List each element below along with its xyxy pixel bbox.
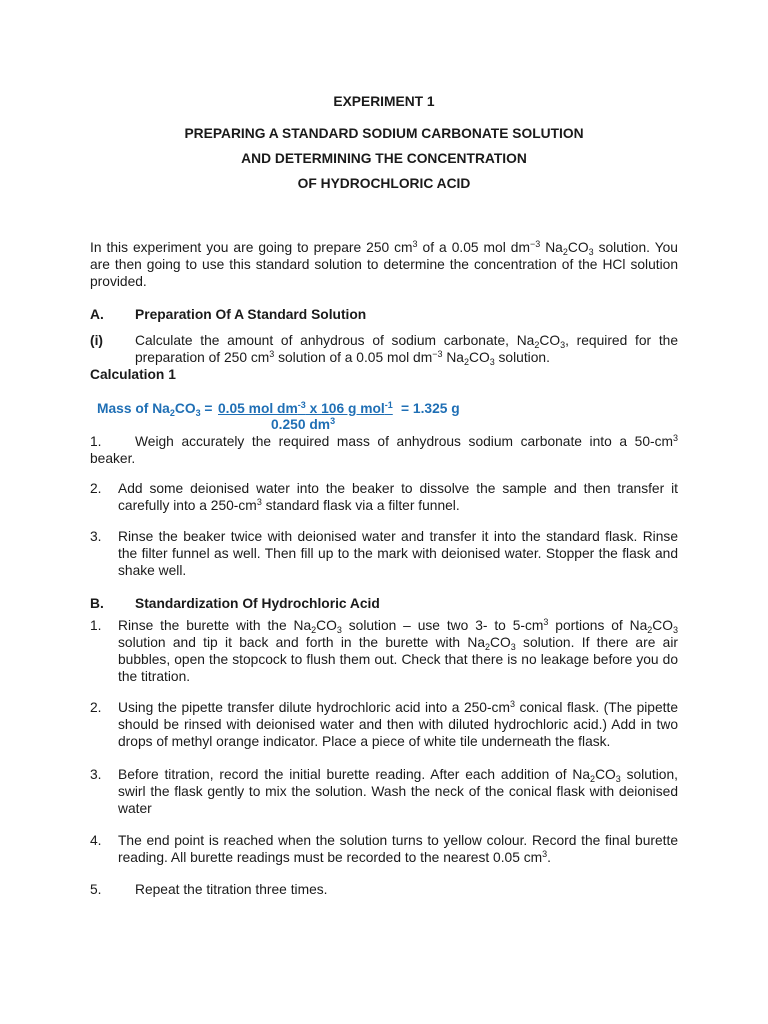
step-number: 4. <box>90 833 102 848</box>
calc-denominator: 0.250 $dm^3$ <box>271 416 336 432</box>
section-b-step-3: 3. Before titration, record the initial burette reading. After each addition of $Na_2CO_3$ solution, swirl the flask gently to mix the solution. Wash the neck of the conical flask with deionised water <box>90 767 678 816</box>
experiment-label: EXPERIMENT 1 <box>333 94 435 109</box>
calc-numerator: 0.05 mol $dm^{-3}$ x 106 g mol$^{-1}$ <box>218 400 393 416</box>
calc-lhs: Mass of $Na_2CO_3$ = <box>97 401 213 418</box>
calculation-heading: Calculation 1 <box>90 367 176 382</box>
section-b-step-4: 4. The end point is reached when the solution turns to yellow colour. Record the final burette reading. All burette readings must be recorded to the nearest 0.05 $cm^3$. <box>90 833 678 865</box>
step-number: 3. <box>90 767 102 782</box>
section-b-heading: Standardization Of Hydrochloric Acid <box>135 596 380 611</box>
section-b-letter: B. <box>90 596 104 611</box>
section-a-step-2: 2. Add some deionised water into the beaker to dissolve the sample and then transfer it carefully into a $250-cm^3$ standard flask via a filter funnel. <box>90 481 678 513</box>
step-number: 1. <box>90 618 102 633</box>
item-i-text: Calculate the amount of anhydrous of sodium carbonate, $Na_2CO_3$, required for the preparation of 250 $cm^3$ solution of a 0.05 mol $dm^{-3}$ $Na_2CO_3$ solution. <box>135 333 679 367</box>
section-a-heading: Preparation Of A Standard Solution <box>135 307 367 322</box>
title-line-1: PREPARING A STANDARD SODIUM CARBONATE SOLUTION <box>184 126 584 141</box>
item-i-label: (i) <box>90 333 104 348</box>
step-number: 2. <box>90 481 102 496</box>
step-number: 1. <box>90 434 102 449</box>
section-b-step-2: 2. Using the pipette transfer dilute hydrochloric acid into a $250-cm^3$ conical flask. (The pipette should be rinsed with deionised water and then with diluted hydrochloric acid.) Add in two drops of methyl orange indicator. Place a piece of white tile underneath the flask. <box>90 699 678 749</box>
section-a-step-1: Weigh accurately the required mass of anhydrous sodium carbonate into a $50-cm^3$ beaker. 1. <box>90 433 678 466</box>
section-a-letter: A. <box>90 307 104 322</box>
title-line-2: AND DETERMINING THE CONCENTRATION <box>241 151 527 166</box>
section-b-step-1: 1. Rinse the burette with the $Na_2CO_3$ solution – use two 3- to $5-cm^3$ portions of $Na_2CO_3$ solution and tip it back and forth in the burette with $Na_2CO_3$ solution. If there are air bubbles, open the stopcock to flush them out. Check that there is no leakage before you do the titration. <box>90 617 678 684</box>
step-number: 3. <box>90 529 102 544</box>
calc-result: = 1.325 g <box>401 401 460 416</box>
title-line-3: OF HYDROCHLORIC ACID <box>297 176 471 191</box>
intro-paragraph: In this experiment you are going to prepare 250 $cm^3$ of a 0.05 mol $dm^{-3}$ $Na_2CO_3$ solution. You are then going to use this standard solution to determine the concentration of the HCl solution provided. <box>90 239 678 289</box>
step-number: 2. <box>90 700 102 715</box>
section-b-step-5: 5. Repeat the titration three times. <box>90 882 328 897</box>
step-number: 5. <box>90 882 102 897</box>
section-a-step-3: 3. Rinse the beaker twice with deionised water and transfer it into the standard flask. Rinse the filter funnel as well. Then fill up to the mark with deionised water. Stopper the flask and shake well. <box>90 529 678 578</box>
